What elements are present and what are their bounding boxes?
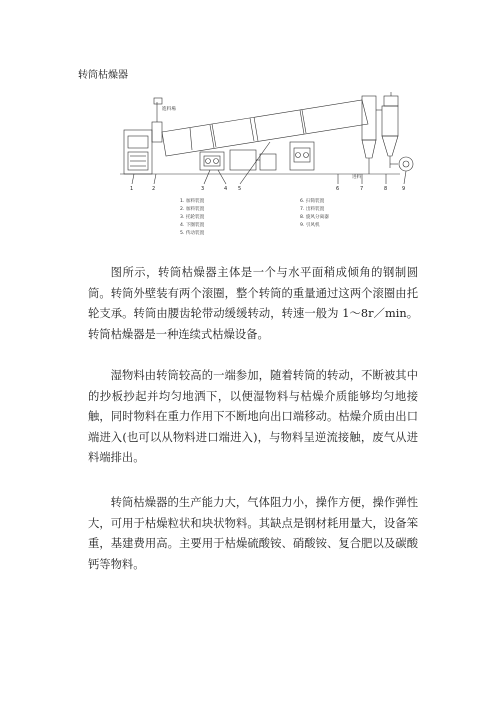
leader-lines — [132, 142, 406, 184]
legend-item-9: 9. 引风机 — [300, 223, 320, 228]
legend-item-6: 6. 扫筒装置 — [300, 199, 325, 204]
exhaust-stack — [384, 92, 398, 106]
support-right — [290, 142, 314, 170]
callout-5: 5 — [238, 186, 242, 192]
callout-7: 7 — [360, 186, 364, 192]
callout-9: 9 — [402, 186, 406, 192]
side-label: 进料 — [352, 175, 362, 180]
legend-item-8: 8. 旋风分离器 — [300, 215, 329, 220]
cyclone-separator — [376, 106, 398, 168]
callout-4: 4 — [224, 186, 228, 192]
paragraph-text: 图所示，转筒枯燥器主体是一个与水平面稍成倾角的钢制圆筒。转筒外壁装有两个滚圈，整个转筒的重量通过这两个滚圈由托轮支承。转筒由腰齿轮带动缓缓转动，转速一般为 1～8r／min。转筒枯燥器是一种连续式枯燥设备。 — [88, 266, 418, 341]
support-left — [200, 152, 224, 170]
callout-6: 6 — [336, 186, 340, 192]
paragraph-structure — [88, 263, 418, 345]
callout-8: 8 — [384, 186, 388, 192]
paragraph-text: 转筒枯燥器的生产能力大，气体阻力小，操作方便，操作弹性大，可用于枯燥粒状和块状物料。其缺点是钢材耗用量大，设备笨重，基建费用高。主要用于枯燥硫酸铵、硝酸铵、复合肥以及碳酸钙等物料。 — [88, 496, 418, 571]
legend-item-4: 4. 下圈装置 — [180, 223, 205, 228]
legend-item-5: 5. 传动装置 — [180, 231, 205, 236]
drive-unit — [230, 150, 276, 170]
induced-fan — [390, 157, 413, 171]
paragraph-characteristics — [88, 493, 418, 575]
callout-2: 2 — [152, 186, 156, 192]
callout-numbers — [130, 186, 405, 192]
legend-right — [300, 197, 329, 228]
callout-3: 3 — [201, 186, 205, 192]
section-heading: 转筒枯燥器 — [78, 70, 128, 81]
rotary-dryer-diagram — [100, 92, 430, 252]
drum — [162, 100, 368, 156]
legend-item-3: 3. 托轮装置 — [180, 215, 205, 220]
paragraph-operation — [88, 366, 418, 469]
feed-label: 進料場 — [162, 107, 176, 112]
legend-item-7: 7. 出料装置 — [300, 207, 325, 212]
legend-left — [180, 197, 205, 236]
legend-item-2: 2. 加料装置 — [180, 207, 205, 212]
feed-housing — [124, 98, 162, 174]
callout-1: 1 — [130, 186, 134, 192]
legend-item-1: 1. 加料装置 — [180, 199, 205, 204]
paragraph-text: 湿物料由转筒较高的一端参加，随着转筒的转动，不断被其中的抄板抄起并均匀地洒下，以便湿物料与枯燥介质能够均匀地接触，同时物料在重力作用下不断地向出口端移动。枯燥介质由出口端进入(也可以从物料进口端进入)，与物料呈逆流接触，废气从进料端排出。 — [88, 369, 418, 465]
